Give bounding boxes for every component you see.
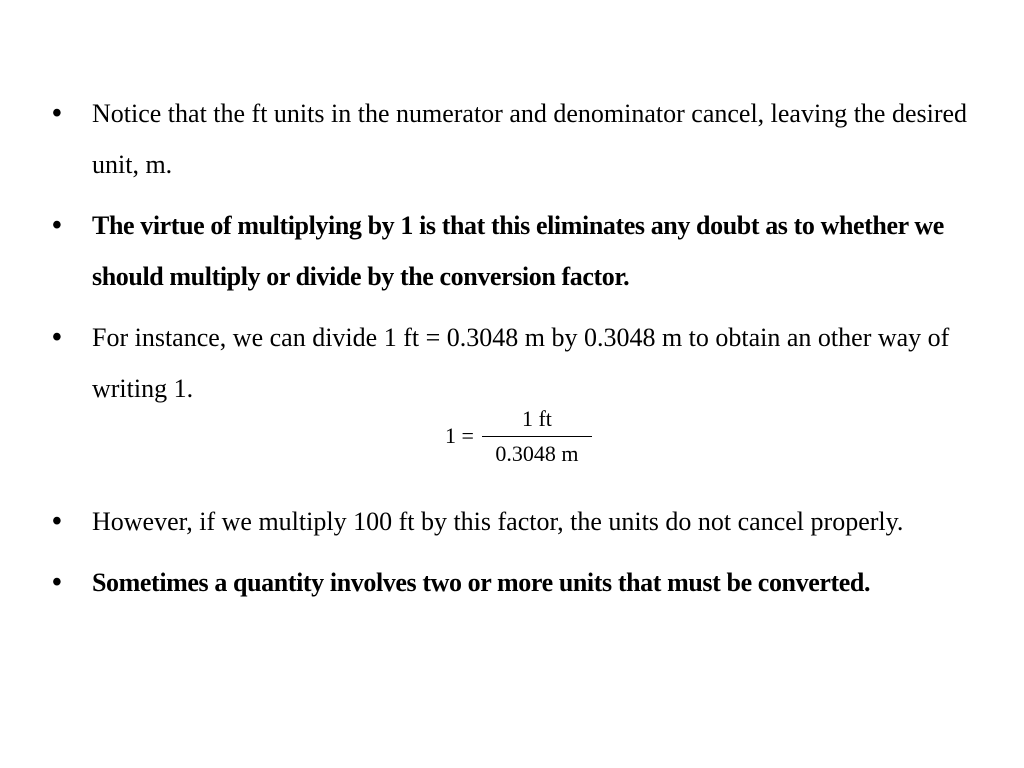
fraction-numerator: 1 ft: [521, 405, 552, 431]
bullet-item-3: [52, 312, 992, 414]
bullet-item-5: [52, 557, 992, 608]
bullet-icon: •: [52, 210, 62, 241]
bullet-list: [52, 88, 992, 618]
bullet-text: Sometimes a quantity involves two or more units that must be converted.: [92, 568, 871, 597]
equation-fraction: [482, 406, 592, 467]
bullet-text: Notice that the ft units in the numerator and denominator cancel, leaving the desired unit, m.: [92, 99, 968, 179]
bullet-text: For instance, we can divide 1 ft = 0.3048 m by 0.3048 m to obtain an other way of writing 1.: [92, 323, 950, 403]
equation-lhs: 1 =: [445, 423, 474, 448]
bullet-icon: •: [52, 506, 62, 537]
bullet-item-4: [52, 496, 992, 547]
bullet-text: However, if we multiply 100 ft by this factor, the units do not cancel properly.: [92, 507, 904, 536]
bullet-icon: •: [52, 322, 62, 353]
bullet-item-2: [52, 200, 992, 302]
bullet-text: The virtue of multiplying by 1 is that this eliminates any doubt as to whether we should multiply or divide by the conversion factor.: [92, 211, 944, 291]
bullet-item-1: [52, 88, 992, 190]
fraction-denominator: 0.3048 m: [495, 440, 579, 466]
bullet-icon: •: [52, 567, 62, 598]
bullet-icon: •: [52, 98, 62, 129]
conversion-equation: [445, 400, 592, 472]
